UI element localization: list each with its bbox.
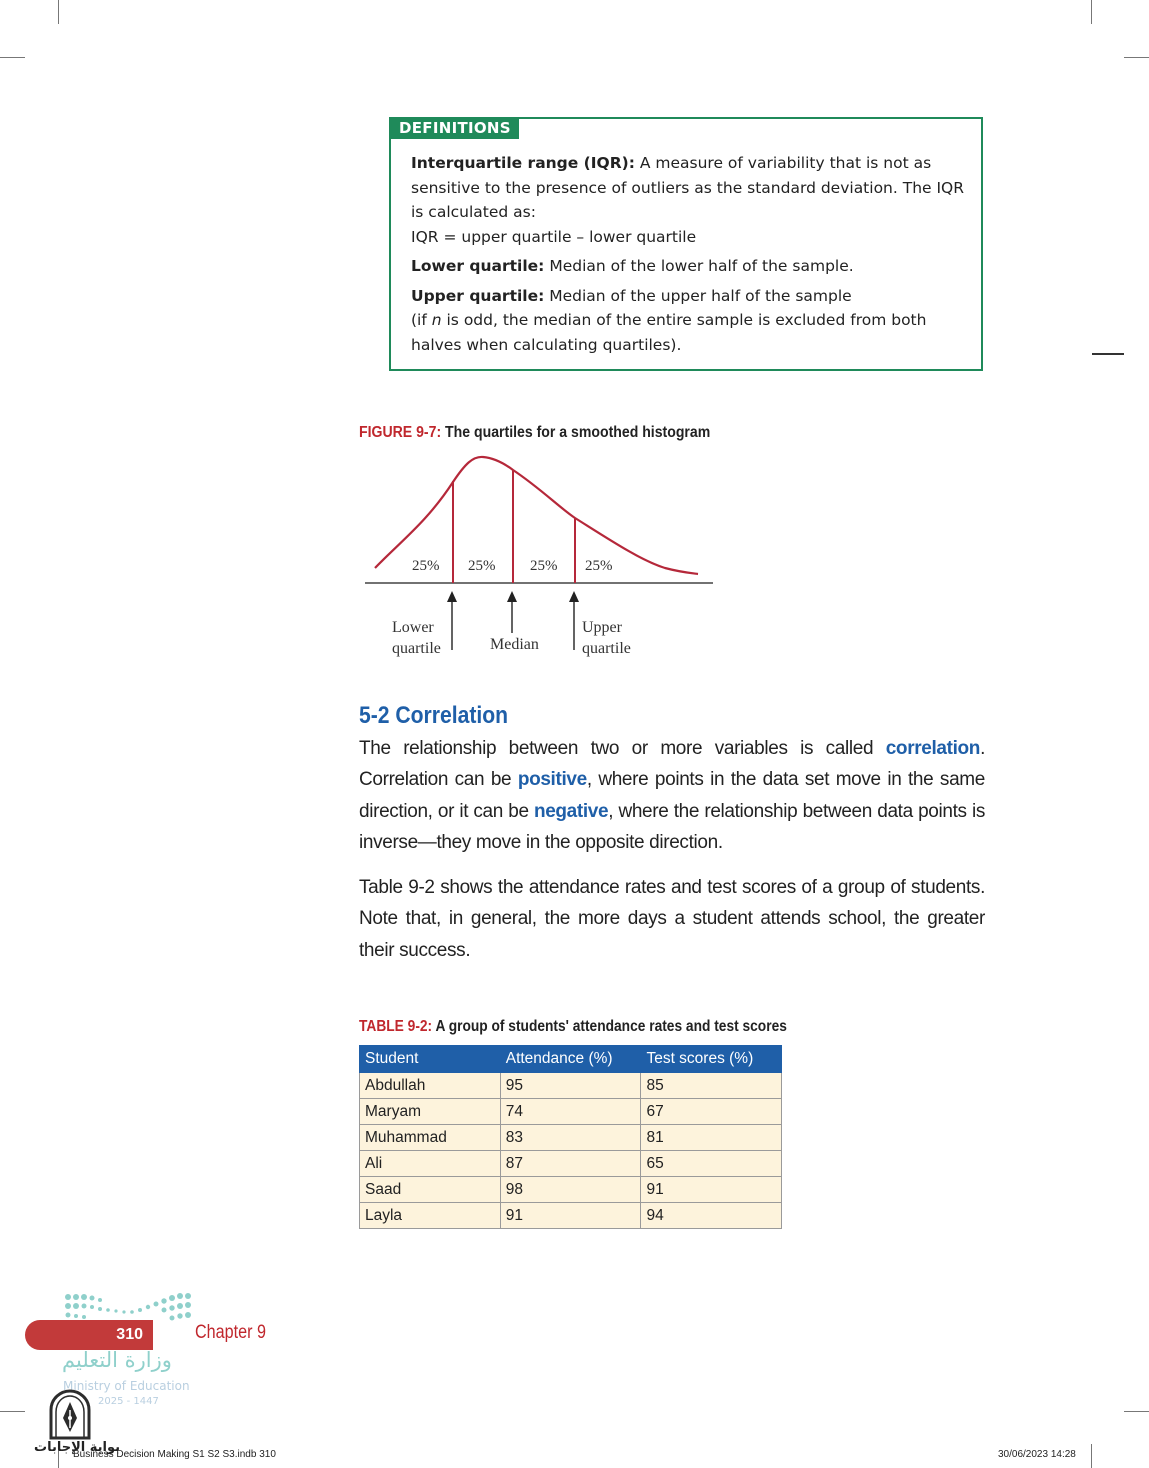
crop-mark [1124,57,1149,58]
keyword-positive: positive [517,769,587,791]
pct-label: 25% [412,558,440,574]
pct-label: 25% [585,558,613,574]
upper-quartile-text: Median of the upper half of the sample [544,286,852,305]
chapter-label: Chapter 9 [195,1322,266,1343]
crop-mark [0,1411,25,1412]
table-row [360,1151,782,1177]
cell-test-score: 85 [641,1073,782,1099]
section-heading: 5-2 Correlation [359,702,509,729]
ministry-name-english: Ministry of Education [63,1379,190,1393]
table-caption [359,1018,787,1036]
cell-student: Muhammad [360,1125,501,1151]
cell-student: Maryam [360,1099,501,1125]
cell-test-score: 94 [641,1203,782,1229]
crop-mark [1091,1444,1092,1468]
upper-quartile-term: Upper quartile: [411,286,545,305]
p1-text-d: , where the relationship between data points is inverse—they move in the opposite direction. [359,800,985,853]
p1-text-b: . Correlation can be [359,738,985,791]
upper-arrow-head [569,591,579,602]
table-title: A group of students' attendance rates and test scores [432,1018,787,1035]
table-row [360,1099,782,1125]
crop-mark [58,0,59,24]
table-row [360,1125,782,1151]
file-slug: Business Decision Making S1 S2 S3.indb 310 [73,1449,276,1460]
lower-arrow-head [447,591,457,602]
quartile-histogram-figure [355,450,725,665]
attendance-table [359,1045,782,1229]
cell-test-score: 81 [641,1125,782,1151]
upper-quartile-label-1: Upper [582,619,622,636]
table-row [360,1073,782,1099]
header-attendance: Attendance (%) [500,1046,641,1073]
keyword-correlation: correlation [885,738,981,759]
page-number-badge: 310 [25,1320,153,1350]
portal-name: بوابة الإجابات [34,1440,120,1455]
cell-attendance: 91 [500,1203,641,1229]
definitions-tag: DEFINITIONS [391,117,519,139]
lower-quartile-text: Median of the lower half of the sample. [544,257,854,275]
p1-text-c: , where points in the data set move in the same direction, or it can be [359,769,985,822]
pct-label: 25% [530,558,558,574]
median-arrow-head [507,591,517,602]
definitions-content [411,151,967,363]
crop-mark [0,57,25,58]
figure-label: FIGURE 9-7: [359,424,442,441]
figure-caption [359,424,710,442]
table-label: TABLE 9-2: [359,1018,433,1035]
table-row [360,1203,782,1229]
header-test-scores: Test scores (%) [641,1046,782,1073]
lower-quartile-term: Lower quartile: [411,257,545,275]
portal-pen-logo-icon [47,1388,93,1440]
paragraph-table-intro: Table 9-2 shows the attendance rates and test scores of a group of students. Note that, in general, the more days a student attends school, the greater their success. [359,877,985,961]
cell-attendance: 74 [500,1099,641,1125]
lower-quartile-label-2: quartile [392,640,441,657]
cell-student: Saad [360,1177,501,1203]
ministry-name-arabic: وزارة التعليم [62,1348,172,1372]
ministry-year: 2025 - 1447 [98,1396,159,1407]
cell-student: Ali [360,1151,501,1177]
cell-attendance: 83 [500,1125,641,1151]
iqr-term: Interquartile range (IQR): [411,154,635,172]
cell-test-score: 67 [641,1099,782,1125]
table-header-row [360,1046,782,1073]
crop-mark [1124,1411,1149,1412]
cell-attendance: 95 [500,1073,641,1099]
crop-mark [1091,0,1092,24]
figure-title: The quartiles for a smoothed histogram [441,424,711,441]
iqr-text: A measure of variability that is not as sensitive to the presence of outliers as the standard deviation. The IQR is calculated as: [411,154,965,221]
upper-note-n: n [431,311,442,329]
cell-test-score: 65 [641,1151,782,1177]
cell-test-score: 91 [641,1177,782,1203]
header-student: Student [360,1046,501,1073]
cell-attendance: 87 [500,1151,641,1177]
lower-quartile-label-1: Lower [392,619,434,636]
cell-student: Layla [360,1203,501,1229]
median-label: Median [490,636,539,653]
cell-attendance: 98 [500,1177,641,1203]
cell-student: Abdullah [360,1073,501,1099]
table-row [360,1177,782,1203]
upper-note-post: is odd, the median of the entire sample is excluded from both halves when calculating quartiles). [411,311,927,354]
upper-quartile-label-2: quartile [582,640,631,657]
pct-label: 25% [468,558,496,574]
smoothed-distribution-curve [375,457,698,574]
crop-mark [1092,353,1124,355]
paragraph-correlation [359,733,985,858]
p1-text-a: The relationship between two or more variables is called [359,738,886,759]
upper-note-pre: (if [411,311,432,329]
print-timestamp: 30/06/2023 14:28 [998,1449,1076,1460]
keyword-negative: negative [533,800,609,822]
iqr-formula: IQR = upper quartile – lower quartile [411,227,697,246]
